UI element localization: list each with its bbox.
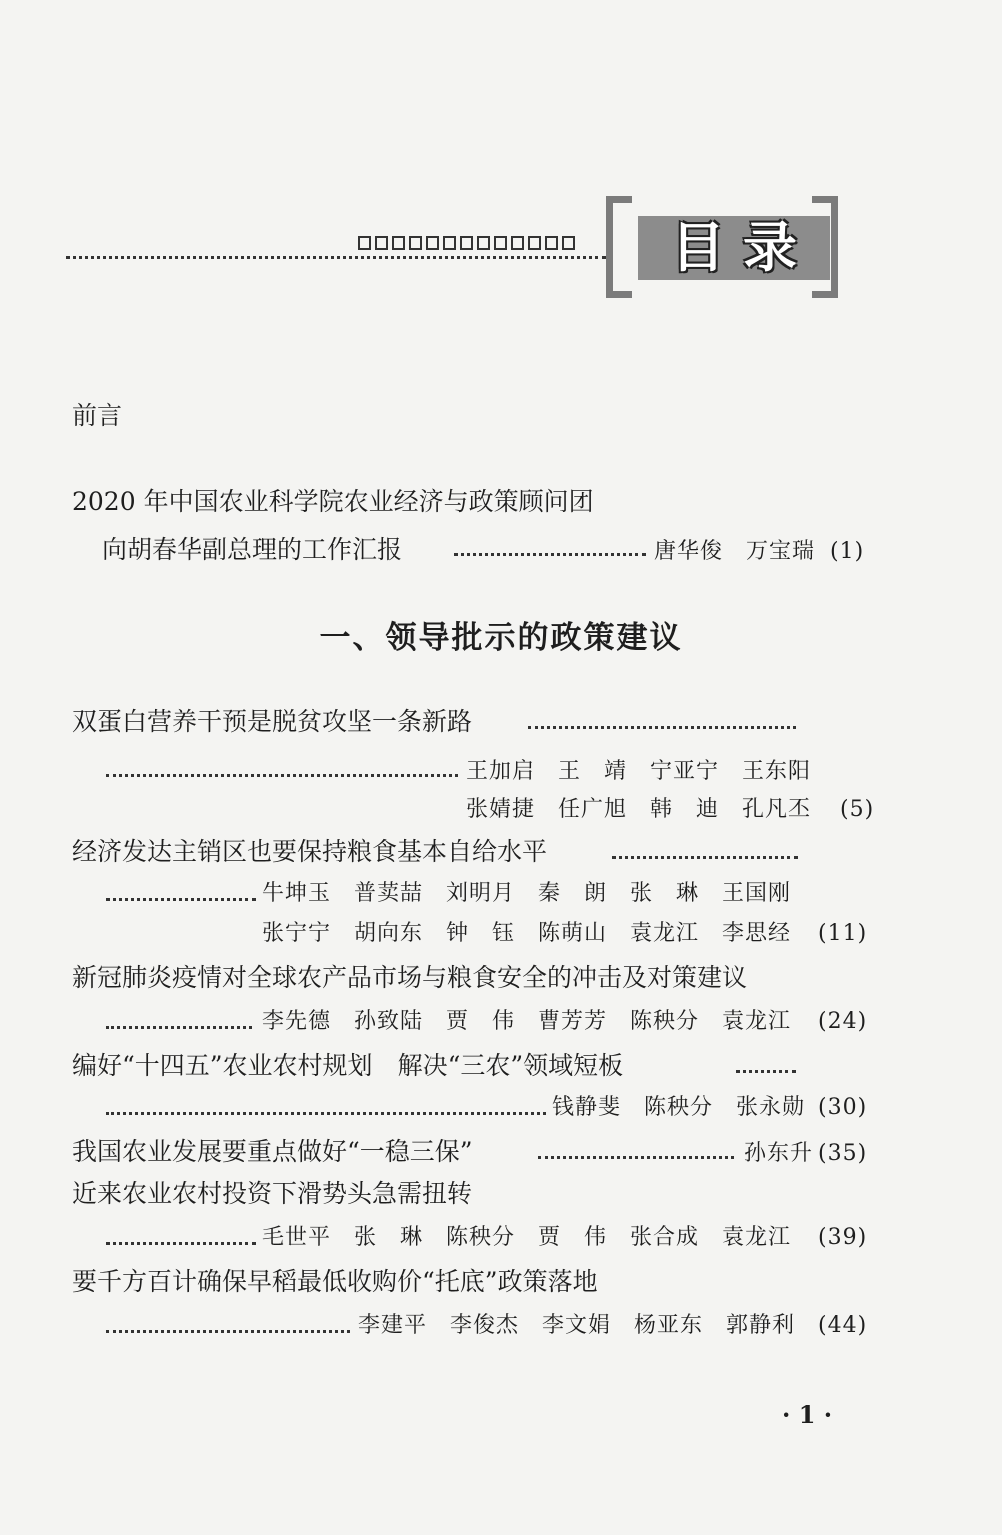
toc-entry-authors: 钱静斐 陈秧分 张永勋 <box>552 1095 806 1120</box>
toc-entry-title: 我国农业发展要重点做好“一稳三保” <box>72 1137 473 1166</box>
toc-entry-page: (5) <box>840 797 875 822</box>
page-number: · 1 · <box>782 1400 833 1429</box>
toc-entry-authors: 毛世平 张 琳 陈秧分 贾 伟 张合成 袁龙江 <box>262 1225 792 1250</box>
toc-entry-page: (11) <box>818 921 868 946</box>
toc-entry-page: (35) <box>818 1141 868 1166</box>
toc-entry-authors: 牛坤玉 普荬喆 刘明月 秦 朗 张 琳 王国刚 <box>262 881 792 906</box>
toc-leader-dots <box>612 856 798 859</box>
toc-leader-dots <box>528 726 796 729</box>
header-left-bracket <box>606 196 632 298</box>
page-title: 目录 <box>671 216 815 279</box>
toc-entry-authors: 李建平 李俊杰 李文娟 杨亚东 郭静利 <box>358 1313 796 1338</box>
toc-intro-title-line1: 2020 年中国农业科学院农业经济与政策顾问团 <box>72 487 594 516</box>
toc-leader-dots <box>106 1112 546 1115</box>
toc-entry-page: (39) <box>818 1225 868 1250</box>
toc-leader-dots <box>454 553 646 556</box>
toc-leader-dots <box>106 774 458 777</box>
toc-leader-dots <box>736 1070 796 1073</box>
toc-entry-title: 要千方百计确保早稻最低收购价“托底”政策落地 <box>72 1267 598 1296</box>
toc-entry-title: 近来农业农村投资下滑势头急需扭转 <box>72 1179 473 1208</box>
toc-entry-title: 经济发达主销区也要保持粮食基本自给水平 <box>72 837 548 866</box>
toc-entry-authors: 孙东升 <box>744 1141 814 1166</box>
toc-entry-page: (44) <box>818 1313 868 1338</box>
toc-entry-page: (24) <box>818 1009 868 1034</box>
toc-leader-dots <box>106 1026 252 1029</box>
section-heading: 一、领导批示的政策建议 <box>319 620 683 656</box>
toc-intro-title-line2: 向胡春华副总理的工作汇报 <box>102 535 403 564</box>
toc-entry-title: 编好“十四五”农业农村规划 解决“三农”领域短板 <box>72 1051 624 1080</box>
header-dotted-rule <box>66 256 606 259</box>
toc-entry-authors: 张婧捷 任广旭 韩 迪 孔凡丕 <box>466 797 812 822</box>
toc-entry-title: 新冠肺炎疫情对全球农产品市场与粮食安全的冲击及对策建议 <box>72 963 748 992</box>
toc-entry-authors: 张宁宁 胡向东 钟 钰 陈萌山 袁龙江 李思经 <box>262 921 792 946</box>
header-square-ornament <box>358 236 575 256</box>
toc-entry-authors: 李先德 孙致陆 贾 伟 曹芳芳 陈秧分 袁龙江 <box>262 1009 792 1034</box>
toc-leader-dots <box>106 1242 256 1245</box>
toc-leader-dots <box>538 1156 734 1159</box>
toc-entry-authors: 王加启 王 靖 宁亚宁 王东阳 <box>466 759 812 784</box>
toc-preface: 前言 <box>72 401 123 430</box>
toc-leader-dots <box>106 898 256 901</box>
toc-intro-authors: 唐华俊 万宝瑞 <box>654 539 816 564</box>
toc-leader-dots <box>106 1330 350 1333</box>
toc-entry-page: (30) <box>818 1095 868 1120</box>
toc-intro-page: (1) <box>830 539 865 564</box>
toc-entry-title: 双蛋白营养干预是脱贫攻坚一条新路 <box>72 707 473 736</box>
